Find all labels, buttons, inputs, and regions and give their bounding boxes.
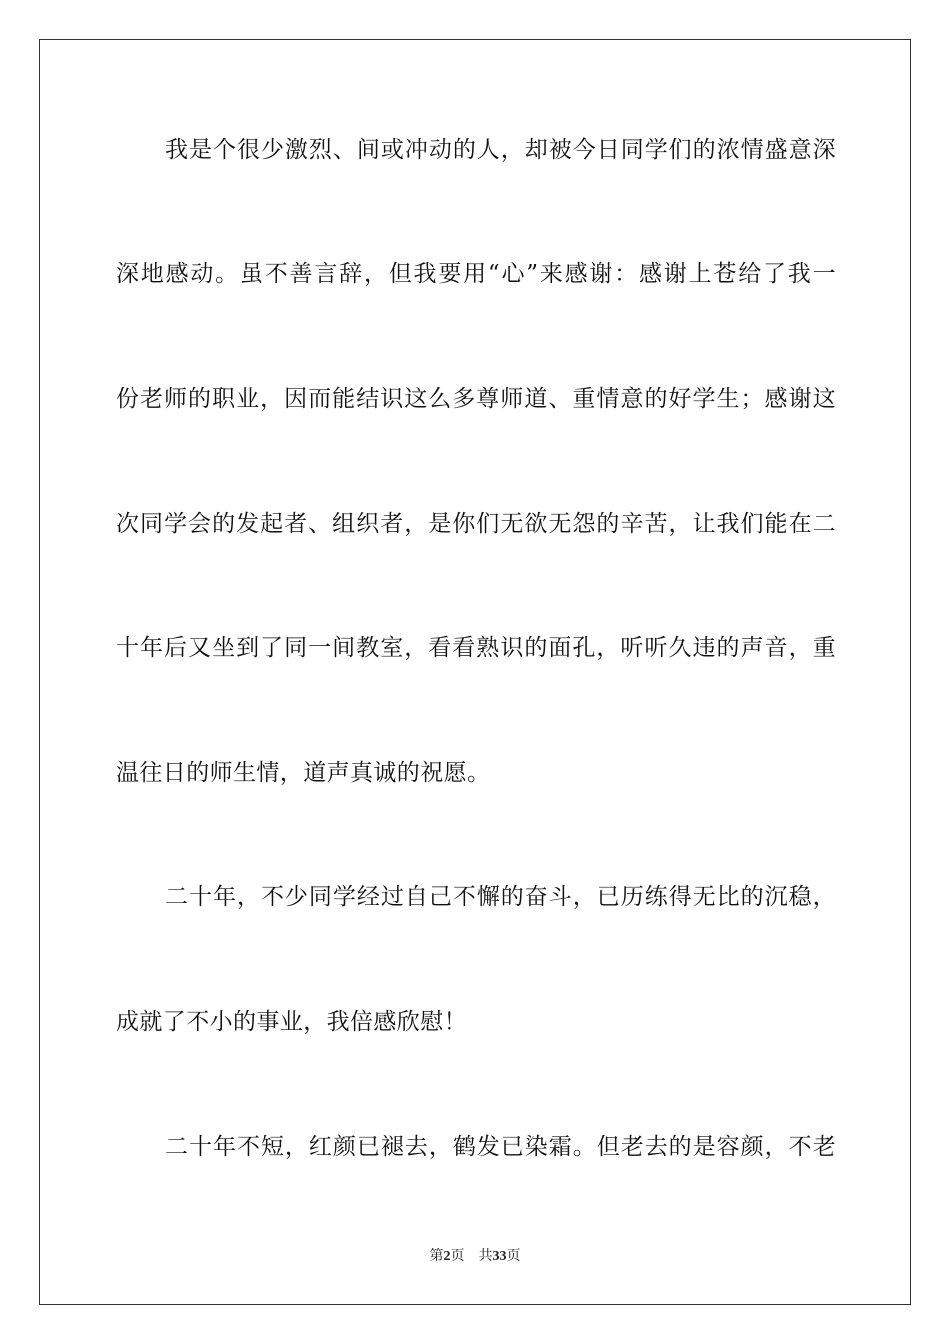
total-pages: 33 [492, 1249, 507, 1264]
paragraph-3-line-1: 二十年不短，红颜已褪去，鹤发已染霜。但老去的是容颜，不老 [165, 1134, 836, 1160]
page-border [39, 39, 911, 1305]
page-number: 2 [443, 1249, 451, 1264]
paragraph-2-line-1: 二十年，不少同学经过自己不懈的奋斗，已历练得无比的沉稳， [165, 884, 836, 910]
paragraph-1-line-6: 温往日的师生情，道声真诚的祝愿。 [116, 760, 491, 786]
paragraph-2-line-2: 成就了不小的事业，我倍感欣慰！ [116, 1009, 467, 1035]
page-number-label: 第2页 [429, 1248, 465, 1264]
paragraph-1-line-1: 我是个很少激烈、间或冲动的人，却被今日同学们的浓情盛意深 [165, 137, 836, 163]
paragraph-1-line-2: 深地感动。虽不善言辞，但我要用“心”来感谢：感谢上苍给了我一 [116, 261, 836, 287]
paragraph-1-line-5: 十年后又坐到了同一间教室，看看熟识的面孔，听听久违的声音，重 [116, 635, 836, 661]
paragraph-1-line-3: 份老师的职业，因而能结识这么多尊师道、重情意的好学生；感谢这 [116, 386, 836, 412]
total-pages-label: 共33页 [478, 1248, 521, 1264]
paragraph-1-line-4: 次同学会的发起者、组织者，是你们无欲无怨的辛苦，让我们能在二 [116, 511, 836, 537]
page-footer [0, 1245, 950, 1265]
